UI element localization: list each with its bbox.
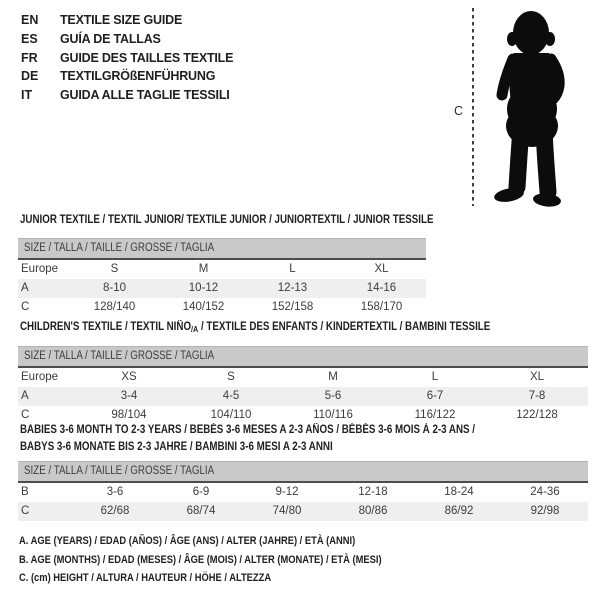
size-cell: XL — [529, 371, 545, 383]
footnote-a — [19, 532, 446, 551]
size-header-row — [18, 462, 588, 483]
size-header-text: SIZE / TALLA / TAILLE / GRÖSSE / TAGLIA — [24, 350, 215, 362]
size-header-row — [18, 347, 588, 368]
size-cell: 152/158 — [271, 301, 314, 313]
size-cell: 86/92 — [416, 502, 502, 521]
junior-table-title-text: JUNIOR TEXTILE / TEXTIL JUNIOR/ TEXTILE JUNIOR / JUNIORTEXTIL / JUNIOR TESSILE — [20, 214, 434, 226]
size-cell: 128/140 — [93, 301, 136, 313]
size-cell: 98/104 — [111, 409, 147, 421]
language-title: TEXTILE SIZE GUIDE — [60, 13, 183, 27]
size-cell: 68/74 — [158, 502, 244, 521]
size-cell: 3-6 — [106, 486, 124, 498]
footnotes — [19, 532, 446, 588]
children-size-table — [18, 346, 588, 425]
language-item — [21, 30, 233, 49]
size-cell: 9-12 — [275, 486, 299, 498]
size-cell: 92/98 — [502, 502, 588, 521]
row-label: C — [18, 502, 72, 521]
language-item — [21, 67, 233, 86]
size-cell: 8-10 — [70, 279, 159, 298]
row-label: C — [21, 301, 30, 313]
size-cell: S — [110, 263, 119, 275]
size-cell: 12-13 — [248, 279, 337, 298]
babies-size-table — [18, 461, 588, 521]
size-cell: 3-4 — [78, 387, 180, 406]
baby-silhouette-icon — [482, 7, 582, 207]
junior-size-table — [18, 238, 426, 317]
babies-table-title — [20, 422, 555, 455]
footnote-b — [19, 551, 446, 570]
row-label: Europe — [21, 371, 59, 383]
footnote-a-text: A. AGE (YEARS) / EDAD (AÑOS) / ÂGE (ANS) / ALTER (JAHRE) / ETÀ (ANNI) — [19, 535, 356, 547]
size-cell: 6-7 — [384, 387, 486, 406]
language-code: IT — [21, 88, 33, 103]
size-cell: XL — [374, 263, 389, 275]
size-cell: 7-8 — [486, 387, 588, 406]
height-marker-label: C — [454, 104, 464, 118]
size-cell: 5-6 — [282, 387, 384, 406]
size-cell: 158/170 — [360, 301, 403, 313]
size-cell: S — [227, 371, 235, 383]
table-row-months — [18, 482, 588, 502]
row-label: A — [18, 279, 70, 298]
row-label: C — [21, 409, 30, 421]
size-cell: 140/152 — [182, 301, 225, 313]
size-header-row — [18, 239, 426, 260]
table-row-height — [18, 502, 588, 521]
size-cell: 116/122 — [414, 409, 456, 421]
children-title-pre: CHILDREN'S TEXTILE / TEXTIL NIÑO — [20, 321, 192, 333]
children-title-subscript: /A — [191, 324, 199, 334]
junior-table-title — [20, 214, 506, 226]
size-cell: 4-5 — [180, 387, 282, 406]
row-label: Europe — [21, 263, 59, 275]
size-header-text: SIZE / TALLA / TAILLE / GRÖSSE / TAGLIA — [24, 465, 215, 477]
table-row-europe — [18, 259, 426, 279]
size-cell: 104/110 — [210, 409, 252, 421]
size-cell: 10-12 — [159, 279, 248, 298]
size-cell: L — [431, 371, 439, 383]
size-header-text: SIZE / TALLA / TAILLE / GRÖSSE / TAGLIA — [24, 242, 215, 254]
size-header-bar — [18, 347, 588, 368]
babies-title-line1: BABIES 3-6 MONTH TO 2-3 YEARS / BEBÉS 3-6 MESES A 2-3 AÑOS / BÉBÉS 3-6 MOIS À 2-3 ANS / — [20, 424, 476, 436]
table-row-height — [18, 298, 426, 317]
size-header-bar — [18, 462, 588, 483]
language-title: GUÍA DE TALLAS — [60, 31, 161, 46]
row-label: B — [21, 486, 29, 498]
table-row-europe — [18, 367, 588, 387]
size-cell: M — [328, 371, 338, 383]
size-cell: 18-24 — [444, 486, 474, 498]
size-cell: 110/116 — [313, 409, 353, 421]
size-header-bar — [18, 239, 426, 260]
height-dashed-line — [472, 8, 474, 206]
size-cell: 80/86 — [330, 502, 416, 521]
size-cell: 24-36 — [530, 486, 560, 498]
language-list — [21, 11, 233, 105]
footnote-c — [19, 569, 446, 588]
language-code: FR — [21, 50, 38, 65]
babies-title-line2: BABYS 3-6 MONATE BIS 2-3 JAHRE / BAMBINI 3-6 MESI A 2-3 ANNI — [20, 440, 333, 453]
language-item — [21, 86, 233, 105]
language-item — [21, 49, 233, 68]
size-cell: 122/128 — [516, 409, 558, 421]
size-cell: L — [289, 263, 296, 275]
size-cell: XS — [121, 371, 137, 383]
size-cell: 62/68 — [72, 502, 158, 521]
table-row-age — [18, 387, 588, 406]
language-item — [21, 11, 233, 30]
row-label: A — [18, 387, 78, 406]
language-code: EN — [21, 13, 39, 27]
size-cell: 6-9 — [192, 486, 210, 498]
language-title: TEXTILGRÖßENFÜHRUNG — [60, 69, 216, 84]
size-cell: 14-16 — [337, 279, 426, 298]
table-row-age — [18, 279, 426, 298]
size-cell: 74/80 — [244, 502, 330, 521]
size-cell: 12-18 — [358, 486, 388, 498]
children-title-post: / TEXTILE DES ENFANTS / KINDERTEXTIL / BAMBINI TESSILE — [198, 321, 491, 333]
children-table-title — [20, 321, 573, 334]
size-cell: M — [198, 263, 209, 275]
language-title: GUIDA ALLE TAGLIE TESSILI — [60, 88, 230, 103]
language-code: ES — [21, 31, 38, 46]
footnote-c-text: C. (cm) HEIGHT / ALTURA / HAUTEUR / HÖHE / ALTEZZA — [19, 572, 272, 585]
language-code: DE — [21, 69, 39, 84]
footnote-b-text: B. AGE (MONTHS) / EDAD (MESES) / ÂGE (MOIS) / ALTER (MONATE) / ETÀ (MESI) — [19, 553, 382, 566]
language-title: GUIDE DES TAILLES TEXTILE — [60, 50, 234, 65]
children-table-title-text — [20, 321, 490, 334]
